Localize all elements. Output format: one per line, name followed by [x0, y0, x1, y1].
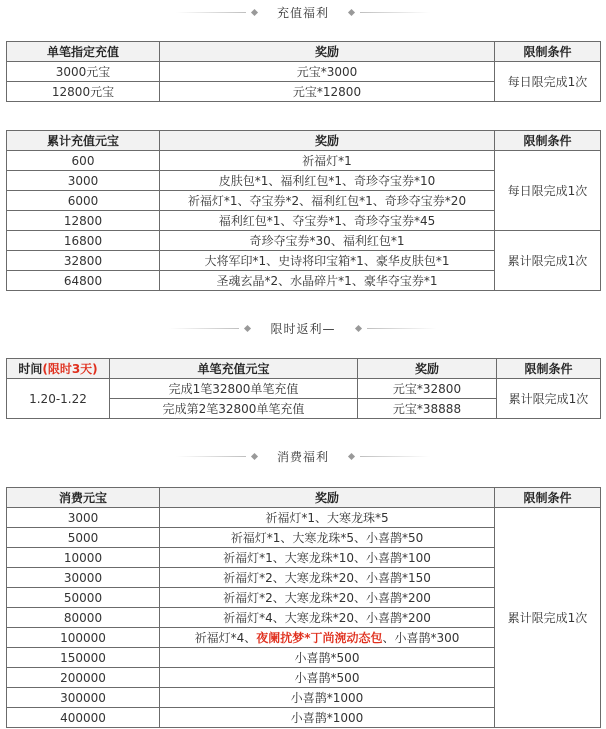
amount-cell: 64800: [7, 271, 160, 291]
amount-cell: 6000: [7, 191, 160, 211]
amount-cell: 200000: [7, 668, 160, 688]
amount-cell: 50000: [7, 588, 160, 608]
diamond-icon: [348, 8, 355, 15]
reward-cell: 小喜鹊*500: [160, 668, 495, 688]
column-header: 奖励: [358, 359, 497, 379]
limit-cell: 每日限完成1次: [495, 151, 601, 231]
diamond-icon: [354, 324, 361, 331]
table-row: [7, 62, 601, 82]
amount-cell: 300000: [7, 688, 160, 708]
condition-cell: 完成1笔32800单笔充值: [110, 379, 358, 399]
reward-cell: 元宝*3000: [160, 62, 495, 82]
amount-cell: 16800: [7, 231, 160, 251]
amount-cell: 12800: [7, 211, 160, 231]
section-title-text: 充值福利: [276, 5, 329, 20]
reward-cell: 圣魂玄晶*2、水晶碎片*1、豪华夺宝券*1: [160, 271, 495, 291]
table-row: [7, 379, 601, 399]
divider-line: [176, 12, 246, 13]
amount-cell: 80000: [7, 608, 160, 628]
amount-cell: 3000元宝: [7, 62, 160, 82]
amount-cell: 400000: [7, 708, 160, 728]
amount-cell: 30000: [7, 568, 160, 588]
diamond-icon: [244, 324, 251, 331]
column-header: 累计充值元宝: [7, 131, 160, 151]
divider-line: [360, 456, 430, 457]
reward-cell: 福利红包*1、夺宝券*1、奇珍夺宝券*45: [160, 211, 495, 231]
reward-cell: 元宝*12800: [160, 82, 495, 102]
amount-cell: 600: [7, 151, 160, 171]
consume-table: [6, 487, 601, 728]
table-header-row: [7, 488, 601, 508]
reward-cell: 祈福灯*1、大寒龙珠*5、小喜鹊*50: [160, 528, 495, 548]
section-title-text: 限时返利—: [270, 321, 336, 336]
column-header: 奖励: [160, 131, 495, 151]
time-header-label: 时间: [18, 362, 43, 376]
table-header-row: [7, 42, 601, 62]
amount-cell: 32800: [7, 251, 160, 271]
reward-part: 祈福灯*4、: [194, 631, 257, 645]
reward-cell: 小喜鹊*1000: [160, 688, 495, 708]
diamond-icon: [251, 8, 258, 15]
condition-cell: 完成第2笔32800单笔充值: [110, 399, 358, 419]
amount-cell: 150000: [7, 648, 160, 668]
diamond-icon: [348, 452, 355, 459]
reward-cell: 小喜鹊*500: [160, 648, 495, 668]
reward-cell: 祈福灯*2、大寒龙珠*20、小喜鹊*200: [160, 588, 495, 608]
column-header: 单笔充值元宝: [110, 359, 358, 379]
reward-cell: 元宝*38888: [358, 399, 497, 419]
table-header-row: [7, 131, 601, 151]
reward-cell: 祈福灯*1、大寒龙珠*10、小喜鹊*100: [160, 548, 495, 568]
reward-cell: 大将军印*1、史诗将印宝箱*1、豪华皮肤包*1: [160, 251, 495, 271]
divider-line: [169, 328, 239, 329]
limit-cell: 每日限完成1次: [495, 62, 601, 102]
divider-line: [176, 456, 246, 457]
reward-cell: 祈福灯*2、大寒龙珠*20、小喜鹊*150: [160, 568, 495, 588]
limit-cell: 累计限完成1次: [495, 231, 601, 291]
reward-cell: 祈福灯*4、大寒龙珠*20、小喜鹊*200: [160, 608, 495, 628]
reward-cell: 小喜鹊*1000: [160, 708, 495, 728]
cumulative-recharge-table: [6, 130, 601, 291]
limit-cell: 累计限完成1次: [497, 379, 601, 419]
divider-line: [367, 328, 437, 329]
amount-cell: 10000: [7, 548, 160, 568]
column-header: 奖励: [160, 42, 495, 62]
reward-cell: 祈福灯*1、夺宝券*2、福利红包*1、奇珍夺宝券*20: [160, 191, 495, 211]
date-cell: 1.20-1.22: [7, 379, 110, 419]
time-limit-note: (限时3天): [42, 362, 98, 376]
column-header: 单笔指定充值: [7, 42, 160, 62]
amount-cell: 3000: [7, 171, 160, 191]
limit-cell: 累计限完成1次: [495, 508, 601, 728]
table-header-row: [7, 359, 601, 379]
amount-cell: 3000: [7, 508, 160, 528]
column-header: 限制条件: [495, 488, 601, 508]
amount-cell: 5000: [7, 528, 160, 548]
single-recharge-table: [6, 41, 601, 102]
column-header: 限制条件: [495, 42, 601, 62]
table-row: [7, 508, 601, 528]
reward-cell: 元宝*32800: [358, 379, 497, 399]
column-header-time: [7, 359, 110, 379]
diamond-icon: [251, 452, 258, 459]
amount-cell: 100000: [7, 628, 160, 648]
reward-cell: 皮肤包*1、福利红包*1、奇珍夺宝券*10: [160, 171, 495, 191]
reward-cell: 奇珍夺宝券*30、福利红包*1: [160, 231, 495, 251]
highlight-reward: 夜阑扰梦*丁尚涴动态包: [256, 631, 383, 645]
column-header: 消费元宝: [7, 488, 160, 508]
reward-cell-special: [160, 628, 495, 648]
section-title-consume: [0, 446, 606, 466]
column-header: 限制条件: [495, 131, 601, 151]
section-title-recharge: [0, 2, 606, 22]
reward-cell: 祈福灯*1: [160, 151, 495, 171]
table-row: [7, 231, 601, 251]
column-header: 奖励: [160, 488, 495, 508]
section-title-text: 消费福利: [276, 449, 329, 464]
divider-line: [360, 12, 430, 13]
rebate-table: [6, 358, 601, 419]
column-header: 限制条件: [497, 359, 601, 379]
table-row: [7, 151, 601, 171]
reward-cell: 祈福灯*1、大寒龙珠*5: [160, 508, 495, 528]
reward-part: 、小喜鹊*300: [382, 631, 460, 645]
amount-cell: 12800元宝: [7, 82, 160, 102]
section-title-rebate: [0, 318, 606, 338]
